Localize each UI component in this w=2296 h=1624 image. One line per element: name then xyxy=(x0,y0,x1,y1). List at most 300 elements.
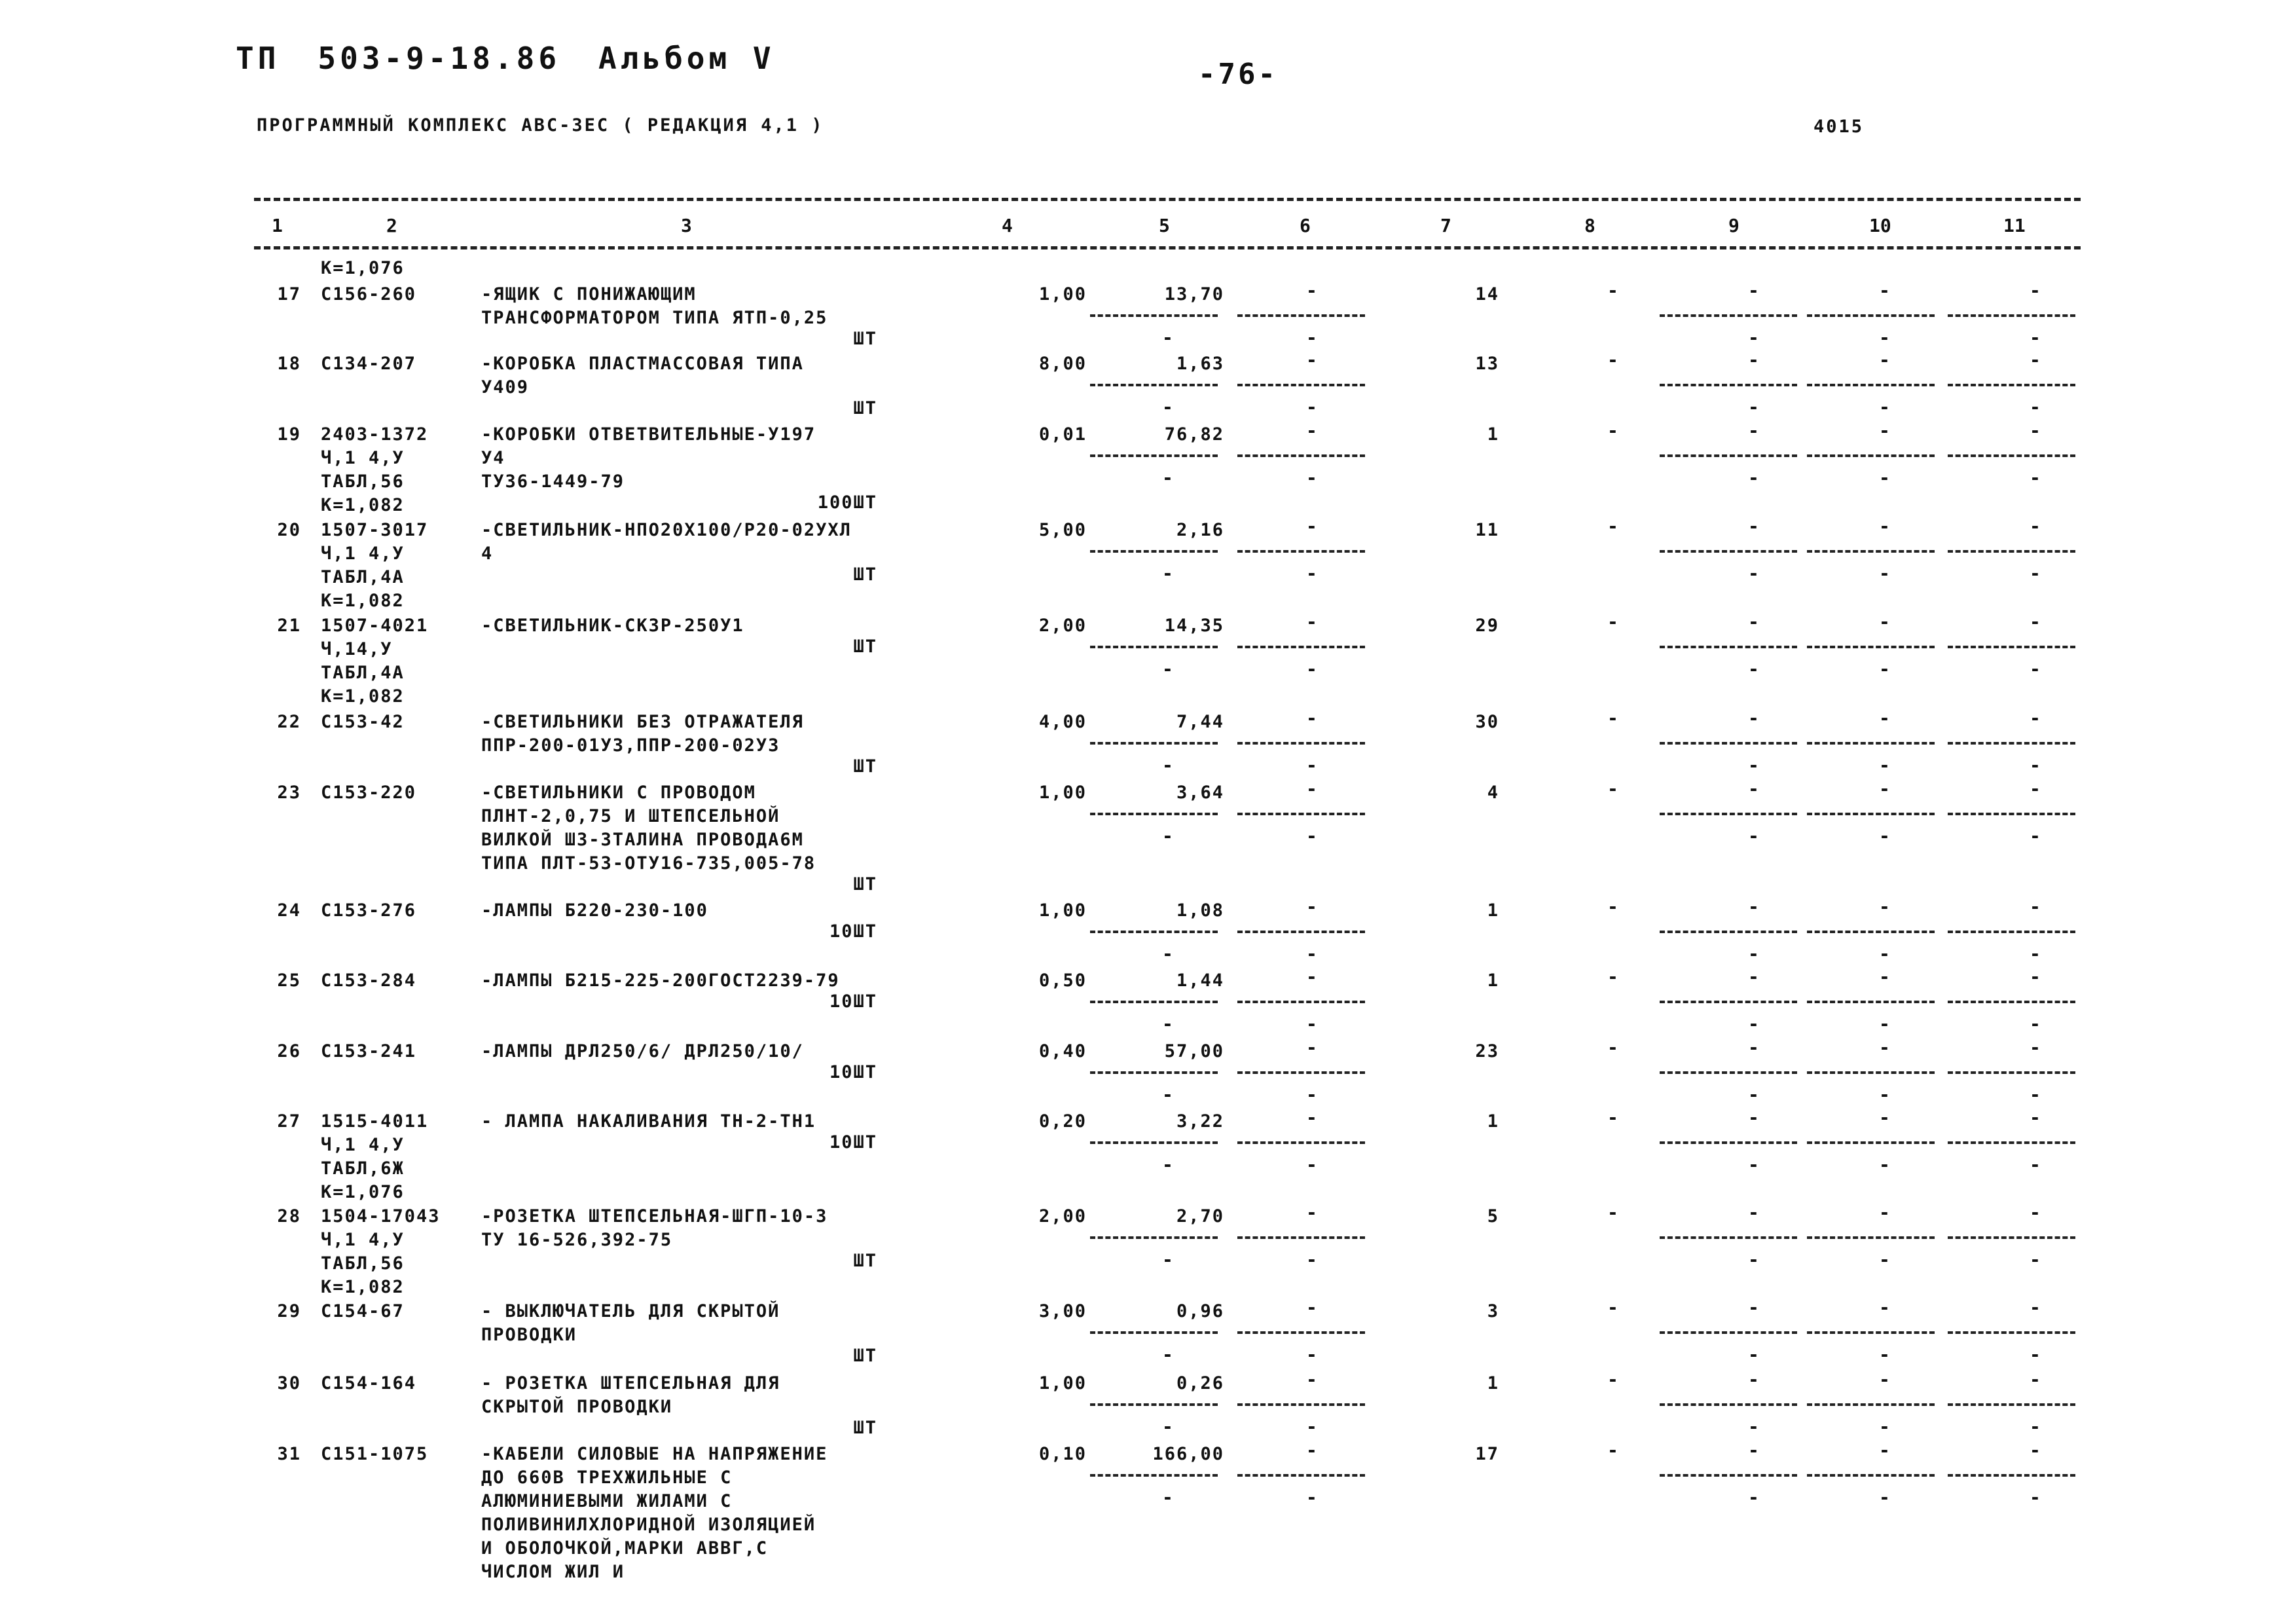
item-code: ТАБЛ,4А xyxy=(321,663,405,683)
empty-mark-below: - xyxy=(1879,1154,1890,1175)
cell-divider xyxy=(1807,1071,1935,1074)
empty-mark-col10: - xyxy=(1879,349,1890,371)
empty-mark-below: - xyxy=(1748,396,1759,418)
cell-divider xyxy=(1237,742,1365,745)
item-quantity: 5,00 xyxy=(1038,520,1087,540)
cell-divider xyxy=(1237,646,1365,648)
row-number: 23 xyxy=(277,783,301,803)
item-description: -КАБЕЛИ СИЛОВЫЕ НА НАПРЯЖЕНИЕ xyxy=(481,1444,828,1464)
empty-mark-col8: - xyxy=(1607,707,1618,729)
cell-divider xyxy=(1237,454,1365,457)
empty-mark-col9: - xyxy=(1748,515,1759,537)
empty-mark-col11: - xyxy=(2030,1107,2041,1128)
column-number-5: 5 xyxy=(1159,215,1170,236)
cell-divider xyxy=(1948,1331,2075,1334)
cell-divider xyxy=(1807,1001,1935,1003)
cell-divider xyxy=(1807,1331,1935,1334)
empty-mark-below: - xyxy=(2030,327,2041,348)
cell-divider xyxy=(1948,1071,2075,1074)
column-number-10: 10 xyxy=(1869,215,1891,236)
empty-mark-below: - xyxy=(1162,1416,1173,1437)
item-code: К=1,076 xyxy=(321,258,405,278)
cell-divider xyxy=(1660,1474,1797,1477)
item-code: 2403-1372 xyxy=(321,424,429,445)
item-unit: 10ШТ xyxy=(829,1062,877,1082)
item-quantity: 0,10 xyxy=(1038,1444,1087,1464)
empty-mark-col11: - xyxy=(2030,1369,2041,1390)
empty-mark-below: - xyxy=(1879,563,1890,584)
cell-divider xyxy=(1660,550,1797,553)
empty-mark-below: - xyxy=(1748,754,1759,776)
item-unit: ШТ xyxy=(853,1251,877,1271)
item-code: С153-284 xyxy=(321,970,417,991)
cell-divider xyxy=(1948,931,2075,933)
empty-mark-col8: - xyxy=(1607,515,1618,537)
empty-mark-below: - xyxy=(1748,563,1759,584)
item-code: К=1,082 xyxy=(321,686,405,707)
empty-mark-col10: - xyxy=(1879,1202,1890,1223)
cell-divider xyxy=(1090,742,1218,745)
item-quantity: 0,40 xyxy=(1038,1041,1087,1061)
empty-mark-col8: - xyxy=(1607,778,1618,800)
empty-mark-below: - xyxy=(1306,943,1317,965)
cell-divider xyxy=(1090,1001,1218,1003)
empty-mark-col9: - xyxy=(1748,1202,1759,1223)
empty-mark-col8: - xyxy=(1607,1107,1618,1128)
empty-mark-below: - xyxy=(1162,327,1173,348)
cell-divider xyxy=(1948,1141,2075,1144)
cell-divider xyxy=(1237,1236,1365,1239)
item-unit: ШТ xyxy=(853,398,877,418)
empty-mark-below: - xyxy=(2030,1249,2041,1270)
column-number-8: 8 xyxy=(1584,215,1595,236)
item-description: -ЯЩИК С ПОНИЖАЮЩИМ xyxy=(481,284,697,304)
empty-mark-col6: - xyxy=(1306,515,1317,537)
empty-mark-col9: - xyxy=(1748,349,1759,371)
cell-divider xyxy=(1090,646,1218,648)
empty-mark-below: - xyxy=(2030,1013,2041,1035)
cell-divider xyxy=(1090,1236,1218,1239)
cell-divider xyxy=(1660,742,1797,745)
cell-divider xyxy=(1807,646,1935,648)
item-labour: 11 xyxy=(1475,520,1499,540)
cell-divider xyxy=(1090,454,1218,457)
empty-mark-col9: - xyxy=(1748,1037,1759,1058)
empty-mark-below: - xyxy=(1162,658,1173,680)
empty-mark-below: - xyxy=(2030,1486,2041,1508)
item-quantity: 3,00 xyxy=(1038,1301,1087,1321)
column-number-2: 2 xyxy=(386,215,397,236)
cell-divider xyxy=(1237,1001,1365,1003)
cell-divider xyxy=(1660,454,1797,457)
cell-divider xyxy=(1237,1474,1365,1477)
empty-mark-below: - xyxy=(1879,1249,1890,1270)
empty-mark-col10: - xyxy=(1879,420,1890,441)
cell-divider xyxy=(1237,931,1365,933)
item-description: ПЛНТ-2,0,75 И ШТЕПСЕЛЬНОЙ xyxy=(481,806,780,826)
empty-mark-below: - xyxy=(1879,658,1890,680)
cell-divider xyxy=(1090,813,1218,815)
empty-mark-col11: - xyxy=(2030,349,2041,371)
item-description: -СВЕТИЛЬНИК-НПО20Х100/Р20-02УХЛ xyxy=(481,520,852,540)
empty-mark-below: - xyxy=(1879,1084,1890,1105)
item-description: -РОЗЕТКА ШТЕПСЕЛЬНАЯ-ШГП-10-3 xyxy=(481,1206,828,1227)
empty-mark-col8: - xyxy=(1607,420,1618,441)
empty-mark-below: - xyxy=(2030,1154,2041,1175)
item-labour: 3 xyxy=(1487,1301,1499,1321)
item-price: 13,70 xyxy=(1164,284,1224,304)
cell-divider xyxy=(1660,1001,1797,1003)
item-code: К=1,076 xyxy=(321,1182,405,1202)
item-labour: 29 xyxy=(1475,616,1499,636)
empty-mark-below: - xyxy=(1879,396,1890,418)
column-number-9: 9 xyxy=(1728,215,1740,236)
cell-divider xyxy=(1237,314,1365,317)
empty-mark-below: - xyxy=(2030,825,2041,847)
empty-mark-col10: - xyxy=(1879,1369,1890,1390)
empty-mark-col10: - xyxy=(1879,1439,1890,1461)
item-description: ВИЛКОЙ ШЗ-ЗТАЛИНА ПРОВОДА6М xyxy=(481,830,804,850)
row-number: 18 xyxy=(277,354,301,374)
empty-mark-below: - xyxy=(1162,943,1173,965)
item-code: С154-67 xyxy=(321,1301,405,1321)
empty-mark-below: - xyxy=(1748,1486,1759,1508)
item-labour: 1 xyxy=(1487,900,1499,921)
item-price: 0,96 xyxy=(1176,1301,1224,1321)
item-quantity: 1,00 xyxy=(1038,783,1087,803)
cell-divider xyxy=(1090,1403,1218,1406)
item-quantity: 0,50 xyxy=(1038,970,1087,991)
empty-mark-below: - xyxy=(1162,1344,1173,1365)
empty-mark-below: - xyxy=(1748,467,1759,489)
empty-mark-below: - xyxy=(1306,825,1317,847)
item-description: СКРЫТОЙ ПРОВОДКИ xyxy=(481,1397,673,1417)
empty-mark-below: - xyxy=(1162,1154,1173,1175)
item-description: У409 xyxy=(481,377,530,397)
empty-mark-below: - xyxy=(1162,396,1173,418)
item-price: 14,35 xyxy=(1164,616,1224,636)
item-code: 1507-4021 xyxy=(321,616,429,636)
item-description: -ЛАМПЫ Б220-230-100 xyxy=(481,900,708,921)
item-unit: ШТ xyxy=(853,1346,877,1366)
cell-divider xyxy=(1807,1474,1935,1477)
empty-mark-below: - xyxy=(1306,1416,1317,1437)
item-description: ТУ36-1449-79 xyxy=(481,471,625,492)
empty-mark-below: - xyxy=(1748,825,1759,847)
item-code: Ч,1 4,У xyxy=(321,448,405,468)
item-description: ТРАНСФОРМАТОРОМ ТИПА ЯТП-0,25 xyxy=(481,308,828,328)
empty-mark-col6: - xyxy=(1306,778,1317,800)
empty-mark-col6: - xyxy=(1306,280,1317,301)
item-code: Ч,1 4,У xyxy=(321,1230,405,1250)
cell-divider xyxy=(1237,813,1365,815)
empty-mark-col6: - xyxy=(1306,1297,1317,1318)
empty-mark-below: - xyxy=(2030,563,2041,584)
empty-mark-col11: - xyxy=(2030,515,2041,537)
item-description: -КОРОБКИ ОТВЕТВИТЕЛЬНЫЕ-У197 xyxy=(481,424,816,445)
item-code: К=1,082 xyxy=(321,495,405,515)
empty-mark-below: - xyxy=(1306,563,1317,584)
empty-mark-col11: - xyxy=(2030,1297,2041,1318)
empty-mark-col11: - xyxy=(2030,778,2041,800)
empty-mark-col6: - xyxy=(1306,1202,1317,1223)
empty-mark-below: - xyxy=(1306,1486,1317,1508)
item-price: 0,26 xyxy=(1176,1373,1224,1393)
empty-mark-below: - xyxy=(2030,396,2041,418)
item-description: ТИПА ПЛТ-53-ОТУ16-735,005-78 xyxy=(481,853,816,874)
empty-mark-col10: - xyxy=(1879,611,1890,633)
item-description: - ЛАМПА НАКАЛИВАНИЯ ТН-2-ТН1 xyxy=(481,1111,816,1132)
column-number-6: 6 xyxy=(1300,215,1311,236)
item-description: - ВЫКЛЮЧАТЕЛЬ ДЛЯ СКРЫТОЙ xyxy=(481,1301,780,1321)
empty-mark-below: - xyxy=(1879,1416,1890,1437)
row-number: 25 xyxy=(277,970,301,991)
cell-divider xyxy=(1807,550,1935,553)
row-number: 20 xyxy=(277,520,301,540)
empty-mark-below: - xyxy=(1748,1416,1759,1437)
empty-mark-col8: - xyxy=(1607,1369,1618,1390)
item-quantity: 4,00 xyxy=(1038,712,1087,732)
empty-mark-below: - xyxy=(1162,754,1173,776)
empty-mark-below: - xyxy=(2030,943,2041,965)
item-unit: 10ШТ xyxy=(829,1132,877,1153)
cell-divider xyxy=(1948,742,2075,745)
item-quantity: 0,01 xyxy=(1038,424,1087,445)
empty-mark-col6: - xyxy=(1306,966,1317,987)
empty-mark-below: - xyxy=(1748,1249,1759,1270)
empty-mark-col9: - xyxy=(1748,1439,1759,1461)
cell-divider xyxy=(1948,384,2075,386)
empty-mark-below: - xyxy=(1306,658,1317,680)
item-labour: 5 xyxy=(1487,1206,1499,1227)
empty-mark-col10: - xyxy=(1879,1037,1890,1058)
empty-mark-col9: - xyxy=(1748,280,1759,301)
cell-divider xyxy=(1237,550,1365,553)
item-description: ДО 660В ТРЕХЖИЛЬНЫЕ С xyxy=(481,1467,733,1488)
item-description: И ОБОЛОЧКОЙ,МАРКИ АВВГ,С xyxy=(481,1538,769,1559)
page-number: -76- xyxy=(1198,58,1278,91)
item-code: С151-1075 xyxy=(321,1444,429,1464)
item-labour: 17 xyxy=(1475,1444,1499,1464)
cell-divider xyxy=(1660,1071,1797,1074)
column-number-4: 4 xyxy=(1002,215,1013,236)
item-description: -СВЕТИЛЬНИК-СКЗР-250У1 xyxy=(481,616,744,636)
item-code: ТАБЛ,6Ж xyxy=(321,1158,405,1179)
item-price: 1,63 xyxy=(1176,354,1224,374)
item-description: 4 xyxy=(481,544,494,564)
item-labour: 23 xyxy=(1475,1041,1499,1061)
row-number: 21 xyxy=(277,616,301,636)
empty-mark-below: - xyxy=(1306,467,1317,489)
empty-mark-below: - xyxy=(1748,1084,1759,1105)
item-unit: 10ШТ xyxy=(829,991,877,1012)
item-labour: 4 xyxy=(1487,783,1499,803)
series-code: ТП xyxy=(236,41,280,76)
row-number: 27 xyxy=(277,1111,301,1132)
cell-divider xyxy=(1807,813,1935,815)
cell-divider xyxy=(1807,1141,1935,1144)
cell-divider xyxy=(1090,1071,1218,1074)
empty-mark-below: - xyxy=(1162,563,1173,584)
item-description: -СВЕТИЛЬНИКИ С ПРОВОДОМ xyxy=(481,783,756,803)
cell-divider xyxy=(1948,1403,2075,1406)
item-description: ТУ 16-526,392-75 xyxy=(481,1230,673,1250)
cell-divider xyxy=(1237,1331,1365,1334)
item-code: Ч,14,У xyxy=(321,639,393,659)
item-description: ПРОВОДКИ xyxy=(481,1325,577,1345)
empty-mark-col8: - xyxy=(1607,1037,1618,1058)
item-description: ЧИСЛОМ ЖИЛ И xyxy=(481,1562,625,1582)
cell-divider xyxy=(1090,314,1218,317)
empty-mark-col8: - xyxy=(1607,896,1618,917)
item-price: 166,00 xyxy=(1152,1444,1224,1464)
cell-divider xyxy=(1807,314,1935,317)
empty-mark-below: - xyxy=(2030,1416,2041,1437)
empty-mark-below: - xyxy=(1306,754,1317,776)
item-price: 3,64 xyxy=(1176,783,1224,803)
empty-mark-below: - xyxy=(1162,1013,1173,1035)
item-code: С154-164 xyxy=(321,1373,417,1393)
cell-divider xyxy=(1090,1331,1218,1334)
empty-mark-below: - xyxy=(1748,1344,1759,1365)
empty-mark-col9: - xyxy=(1748,611,1759,633)
empty-mark-col6: - xyxy=(1306,1369,1317,1390)
empty-mark-below: - xyxy=(1879,825,1890,847)
item-quantity: 8,00 xyxy=(1038,354,1087,374)
cell-divider xyxy=(1660,314,1797,317)
empty-mark-col9: - xyxy=(1748,1369,1759,1390)
empty-mark-below: - xyxy=(2030,754,2041,776)
document-header xyxy=(236,41,813,76)
empty-mark-below: - xyxy=(1748,1013,1759,1035)
item-code: 1507-3017 xyxy=(321,520,429,540)
cell-divider xyxy=(1807,931,1935,933)
empty-mark-below: - xyxy=(1879,1344,1890,1365)
cell-divider xyxy=(1660,813,1797,815)
item-description: -КОРОБКА ПЛАСТМАССОВАЯ ТИПА xyxy=(481,354,804,374)
item-unit: ШТ xyxy=(853,564,877,585)
item-labour: 1 xyxy=(1487,424,1499,445)
row-number: 28 xyxy=(277,1206,301,1227)
item-unit: ШТ xyxy=(853,637,877,657)
item-unit: ШТ xyxy=(853,756,877,777)
empty-mark-col6: - xyxy=(1306,896,1317,917)
empty-mark-col8: - xyxy=(1607,966,1618,987)
empty-mark-col10: - xyxy=(1879,280,1890,301)
cell-divider xyxy=(1660,646,1797,648)
item-price: 1,08 xyxy=(1176,900,1224,921)
empty-mark-below: - xyxy=(1306,396,1317,418)
empty-mark-col10: - xyxy=(1879,707,1890,729)
item-price: 2,16 xyxy=(1176,520,1224,540)
empty-mark-below: - xyxy=(1748,1154,1759,1175)
item-code: К=1,082 xyxy=(321,1277,405,1297)
empty-mark-below: - xyxy=(1879,943,1890,965)
empty-mark-col10: - xyxy=(1879,896,1890,917)
cell-divider xyxy=(1090,1141,1218,1144)
item-code: Ч,1 4,У xyxy=(321,1135,405,1155)
item-code: С153-220 xyxy=(321,783,417,803)
row-number: 17 xyxy=(277,284,301,304)
empty-mark-col11: - xyxy=(2030,1037,2041,1058)
empty-mark-col6: - xyxy=(1306,1107,1317,1128)
item-quantity: 1,00 xyxy=(1038,1373,1087,1393)
item-quantity: 2,00 xyxy=(1038,1206,1087,1227)
item-labour: 1 xyxy=(1487,1373,1499,1393)
item-price: 3,22 xyxy=(1176,1111,1224,1132)
column-number-7: 7 xyxy=(1440,215,1451,236)
empty-mark-col10: - xyxy=(1879,1107,1890,1128)
row-number: 24 xyxy=(277,900,301,921)
empty-mark-col11: - xyxy=(2030,896,2041,917)
cell-divider xyxy=(1807,742,1935,745)
item-code: ТАБЛ,56 xyxy=(321,471,405,492)
cell-divider xyxy=(1237,384,1365,386)
cell-divider xyxy=(1807,1236,1935,1239)
cell-divider xyxy=(1660,384,1797,386)
project-number: 503-9-18.86 xyxy=(318,41,561,76)
cell-divider xyxy=(1948,813,2075,815)
item-description: -ЛАМПЫ Б215-225-200ГОСТ2239-79 xyxy=(481,970,840,991)
row-number: 22 xyxy=(277,712,301,732)
empty-mark-below: - xyxy=(1306,1013,1317,1035)
empty-mark-col11: - xyxy=(2030,611,2041,633)
empty-mark-below: - xyxy=(1162,1084,1173,1105)
column-number-1: 1 xyxy=(272,215,283,236)
empty-mark-col6: - xyxy=(1306,611,1317,633)
empty-mark-col11: - xyxy=(2030,707,2041,729)
empty-mark-col10: - xyxy=(1879,515,1890,537)
item-labour: 13 xyxy=(1475,354,1499,374)
item-description: АЛЮМИНИЕВЫМИ ЖИЛАМИ С xyxy=(481,1491,733,1511)
item-description: ПОЛИВИНИЛХЛОРИДНОЙ ИЗОЛЯЦИЕЙ xyxy=(481,1515,816,1535)
item-unit: ШТ xyxy=(853,1418,877,1438)
cell-divider xyxy=(1090,931,1218,933)
empty-mark-below: - xyxy=(1162,467,1173,489)
cell-divider xyxy=(1948,1001,2075,1003)
empty-mark-below: - xyxy=(1162,1486,1173,1508)
table-top-rule xyxy=(254,198,2081,201)
cell-divider xyxy=(1237,1141,1365,1144)
empty-mark-col10: - xyxy=(1879,1297,1890,1318)
empty-mark-col9: - xyxy=(1748,778,1759,800)
row-number: 31 xyxy=(277,1444,301,1464)
item-unit: 10ШТ xyxy=(829,921,877,942)
item-price: 57,00 xyxy=(1164,1041,1224,1061)
item-code: Ч,1 4,У xyxy=(321,544,405,564)
empty-mark-below: - xyxy=(1879,467,1890,489)
empty-mark-below: - xyxy=(1306,1154,1317,1175)
empty-mark-col8: - xyxy=(1607,280,1618,301)
item-description: -СВЕТИЛЬНИКИ БЕЗ ОТРАЖАТЕЛЯ xyxy=(481,712,804,732)
item-description: -ЛАМПЫ ДРЛ250/6/ ДРЛ250/10/ xyxy=(481,1041,804,1061)
empty-mark-col9: - xyxy=(1748,1297,1759,1318)
item-quantity: 1,00 xyxy=(1038,900,1087,921)
item-code: С153-42 xyxy=(321,712,405,732)
empty-mark-below: - xyxy=(1162,1249,1173,1270)
empty-mark-col8: - xyxy=(1607,1202,1618,1223)
item-code: С153-241 xyxy=(321,1041,417,1061)
empty-mark-col9: - xyxy=(1748,420,1759,441)
item-labour: 1 xyxy=(1487,970,1499,991)
item-quantity: 0,20 xyxy=(1038,1111,1087,1132)
empty-mark-col11: - xyxy=(2030,1439,2041,1461)
empty-mark-below: - xyxy=(1879,754,1890,776)
empty-mark-below: - xyxy=(1748,943,1759,965)
empty-mark-below: - xyxy=(1162,825,1173,847)
empty-mark-col8: - xyxy=(1607,1297,1618,1318)
empty-mark-below: - xyxy=(1306,1249,1317,1270)
